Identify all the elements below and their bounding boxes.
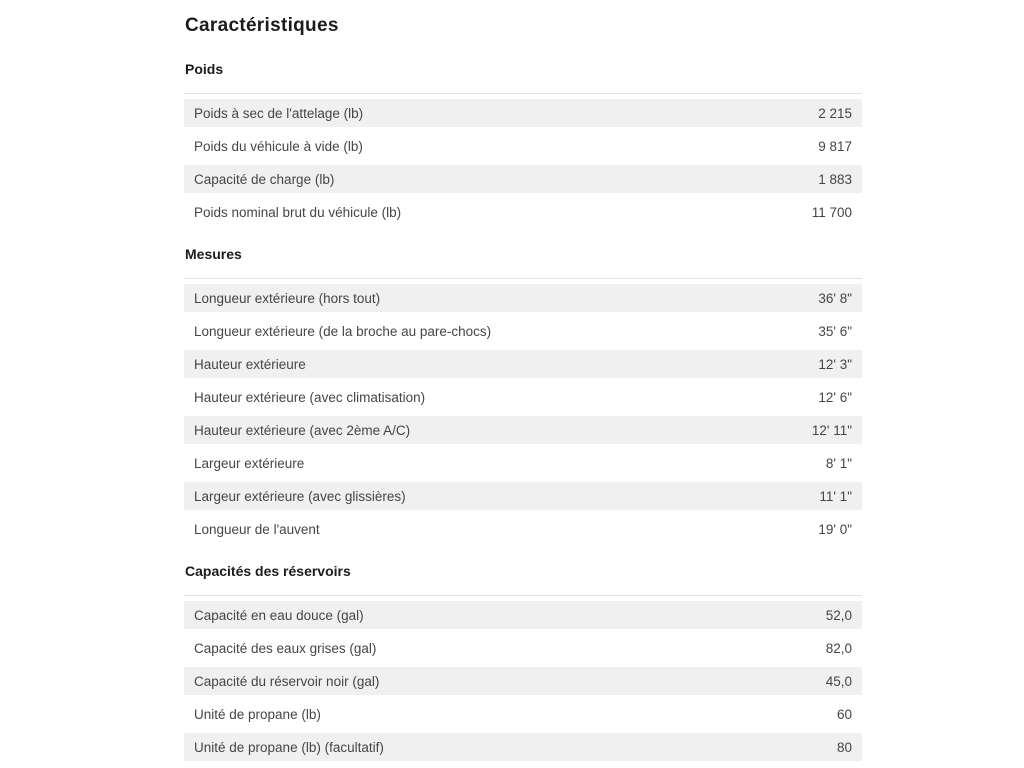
row-label: Largeur extérieure (avec glissières): [194, 488, 406, 504]
row-label: Hauteur extérieure (avec 2ème A/C): [194, 422, 411, 438]
row-label: Unité de propane (lb) (facultatif): [194, 739, 384, 755]
row-value: 1 883: [818, 171, 852, 187]
spec-section: [184, 563, 862, 761]
spec-section: [184, 61, 862, 226]
table-row: [184, 482, 862, 510]
row-value: 11 700: [811, 204, 852, 220]
row-value: 82,0: [825, 640, 852, 656]
row-value: 36' 8": [818, 290, 852, 306]
row-label: Hauteur extérieure: [194, 356, 306, 372]
table-row: [184, 634, 862, 662]
row-value: 12' 3": [818, 356, 852, 372]
row-value: 12' 11": [811, 422, 852, 438]
row-label: Capacité en eau douce (gal): [194, 607, 364, 623]
table-row: [184, 165, 862, 193]
spec-table: [184, 595, 862, 761]
table-row: [184, 132, 862, 160]
table-row: [184, 733, 862, 761]
spec-sections: [184, 61, 862, 761]
table-row: [184, 350, 862, 378]
row-value: 80: [836, 739, 852, 755]
row-value: 35' 6": [818, 323, 852, 339]
spec-table: [184, 93, 862, 226]
row-label: Longueur de l'auvent: [194, 521, 320, 537]
spec-table: [184, 278, 862, 543]
row-label: Poids à sec de l'attelage (lb): [194, 105, 364, 121]
row-label: Longueur extérieure (de la broche au pare-chocs): [194, 323, 492, 339]
table-row: [184, 284, 862, 312]
section-heading: Poids: [185, 61, 224, 77]
row-label: Capacité du réservoir noir (gal): [194, 673, 380, 689]
row-value: 9 817: [818, 138, 852, 154]
spec-section: [184, 246, 862, 543]
row-label: Hauteur extérieure (avec climatisation): [194, 389, 426, 405]
row-label: Longueur extérieure (hors tout): [194, 290, 381, 306]
row-value: 2 215: [818, 105, 852, 121]
row-label: Largeur extérieure: [194, 455, 305, 471]
table-row: [184, 667, 862, 695]
row-value: 8' 1": [825, 455, 852, 471]
page-title: Caractéristiques: [185, 15, 339, 36]
row-value: 19' 0": [818, 521, 852, 537]
table-row: [184, 198, 862, 226]
row-label: Capacité de charge (lb): [194, 171, 335, 187]
row-value: 52,0: [825, 607, 852, 623]
row-label: Poids du véhicule à vide (lb): [194, 138, 363, 154]
table-row: [184, 317, 862, 345]
section-heading: Mesures: [185, 246, 242, 262]
specifications-panel: [184, 0, 862, 766]
row-value: 11' 1": [819, 488, 852, 504]
table-row: [184, 416, 862, 444]
row-value: 45,0: [825, 673, 852, 689]
row-value: 12' 6": [818, 389, 852, 405]
table-row: [184, 449, 862, 477]
table-row: [184, 99, 862, 127]
row-label: Poids nominal brut du véhicule (lb): [194, 204, 402, 220]
section-heading: Capacités des réservoirs: [185, 563, 351, 579]
table-row: [184, 700, 862, 728]
row-value: 60: [836, 706, 852, 722]
table-row: [184, 515, 862, 543]
row-label: Unité de propane (lb): [194, 706, 321, 722]
table-row: [184, 383, 862, 411]
row-label: Capacité des eaux grises (gal): [194, 640, 377, 656]
table-row: [184, 601, 862, 629]
